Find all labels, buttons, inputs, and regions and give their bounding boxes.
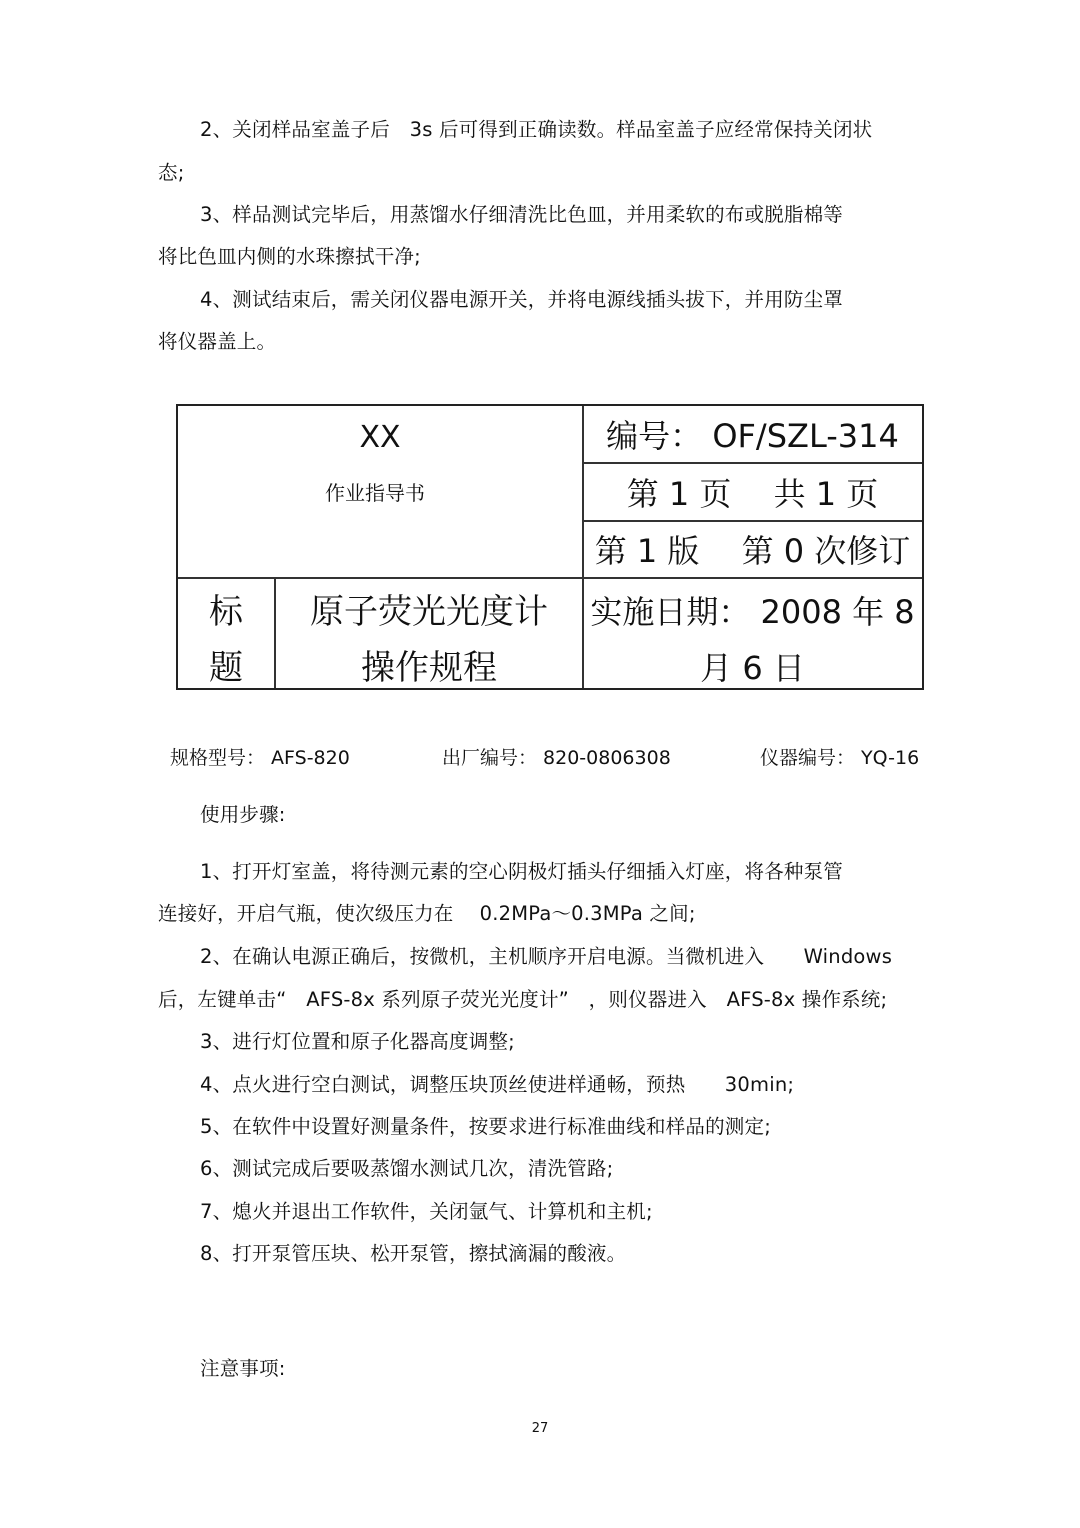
- step-item: 7、熄火并退出工作软件，关闭氩气、计算机和主机;: [200, 1200, 653, 1223]
- effective-date: 月 6 日: [700, 649, 805, 687]
- table-divider: [583, 520, 922, 522]
- paragraph-line: 2、关闭样品室盖子后 3s 后可得到正确读数。样品室盖子应经常保持关闭状: [200, 118, 873, 141]
- version-info: 第 1 版 第 0 次修订: [594, 532, 911, 570]
- document-title: 操作规程: [361, 648, 497, 688]
- paragraph-line: 态;: [158, 161, 185, 184]
- step-item: 连接好，开启气瓶，使次级压力在 0.2MPa～0.3MPa 之间;: [158, 902, 696, 925]
- page-info: 第 1 页 共 1 页: [626, 475, 879, 513]
- instrument-number: 仪器编号： YQ-16: [760, 747, 920, 769]
- serial-number: 出厂编号： 820-0806308: [442, 747, 671, 769]
- step-item: 8、打开泵管压块、松开泵管，擦拭滴漏的酸液。: [200, 1242, 627, 1265]
- effective-date: 实施日期： 2008 年 8: [590, 593, 915, 631]
- page-number: 27: [531, 1421, 549, 1436]
- step-item: 6、测试完成后要吸蒸馏水测试几次，清洗管路;: [200, 1157, 614, 1180]
- document-type: 作业指导书: [325, 481, 425, 505]
- paragraph-line: 4、测试结束后，需关闭仪器电源开关，并将电源线插头拔下，并用防尘罩: [200, 288, 844, 311]
- title-label: 标: [209, 592, 243, 632]
- step-item: 2、在确认电源正确后，按微机，主机顺序开启电源。当微机进入 Windows: [200, 945, 893, 968]
- table-divider: [178, 577, 922, 579]
- step-item: 1、打开灯室盖，将待测元素的空心阴极灯插头仔细插入灯座，将各种泵管: [200, 860, 844, 883]
- section-heading: 注意事项:: [200, 1357, 286, 1380]
- document-title: 原子荧光光度计: [310, 592, 548, 632]
- step-item: 后，左键单击“ AFS-8x 系列原子荧光光度计” ，则仪器进入 AFS-8x 操作系统;: [158, 988, 888, 1011]
- paragraph-line: 将比色皿内侧的水珠擦拭干净;: [158, 245, 421, 268]
- section-heading: 使用步骤:: [200, 803, 286, 826]
- title-label: 题: [209, 648, 243, 688]
- company-name: XX: [359, 420, 401, 455]
- model-spec: 规格型号： AFS-820: [170, 747, 350, 769]
- document-header-table: [176, 404, 924, 690]
- paragraph-line: 将仪器盖上。: [158, 330, 277, 353]
- table-divider: [583, 462, 922, 464]
- document-code: 编号： OF/SZL-314: [606, 417, 899, 455]
- step-item: 4、点火进行空白测试，调整压块顶丝使进样通畅，预热 30min;: [200, 1073, 795, 1096]
- step-item: 5、在软件中设置好测量条件，按要求进行标准曲线和样品的测定;: [200, 1115, 771, 1138]
- paragraph-line: 3、样品测试完毕后，用蒸馏水仔细清洗比色皿，并用柔软的布或脱脂棉等: [200, 203, 844, 226]
- step-item: 3、进行灯位置和原子化器高度调整;: [200, 1030, 515, 1053]
